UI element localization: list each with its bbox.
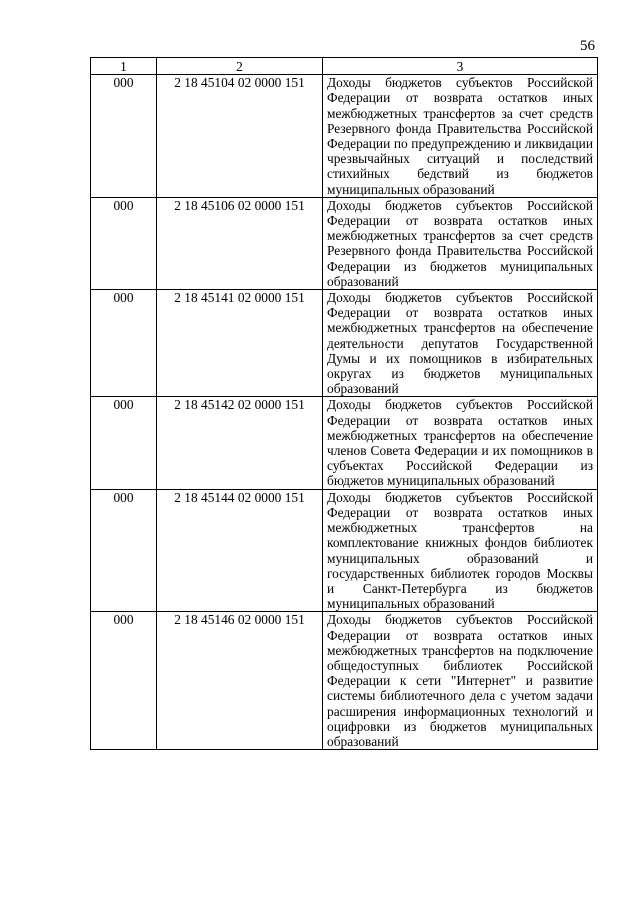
admin-code-cell: 000 <box>91 197 157 289</box>
admin-code-cell: 000 <box>91 290 157 397</box>
budget-code-cell: 2 18 45142 02 0000 151 <box>157 397 323 489</box>
column-header-3: 3 <box>323 58 598 75</box>
income-description-cell: Доходы бюджетов субъектов Российской Федерации от возврата остатков иных межбюджетных трансфертов за счет средств Резервного фонда Правительства Российской Федерации по предупреждению и ликвидации чрезвычайных ситуаций и последствий стихийных бедствий из бюджетов муниципальных образований <box>323 75 598 198</box>
table-row <box>91 612 598 750</box>
table-row <box>91 75 598 198</box>
budget-code-cell: 2 18 45106 02 0000 151 <box>157 197 323 289</box>
income-description-cell: Доходы бюджетов субъектов Российской Федерации от возврата остатков иных межбюджетных трансфертов на обеспечение членов Совета Федерации и их помощников в субъектах Российской Федерации из бюджетов муниципальных образований <box>323 397 598 489</box>
admin-code-cell: 000 <box>91 612 157 750</box>
page-number: 56 <box>580 38 595 54</box>
table-row <box>91 489 598 612</box>
budget-code-cell: 2 18 45144 02 0000 151 <box>157 489 323 612</box>
income-description-cell: Доходы бюджетов субъектов Российской Федерации от возврата остатков иных межбюджетных трансфертов за счет средств Резервного фонда Правительства Российской Федерации из бюджетов муниципальных образований <box>323 197 598 289</box>
column-header-1: 1 <box>91 58 157 75</box>
table-row <box>91 290 598 397</box>
budget-code-cell: 2 18 45104 02 0000 151 <box>157 75 323 198</box>
income-description-cell: Доходы бюджетов субъектов Российской Федерации от возврата остатков иных межбюджетных трансфертов на комплектование книжных фондов библиотек муниципальных образований и государственных библиотек городов Москвы и Санкт-Петербурга из бюджетов муниципальных образований <box>323 489 598 612</box>
budget-code-cell: 2 18 45146 02 0000 151 <box>157 612 323 750</box>
table-header-row <box>91 58 598 75</box>
table-row <box>91 397 598 489</box>
table-row <box>91 197 598 289</box>
income-description-cell: Доходы бюджетов субъектов Российской Федерации от возврата остатков иных межбюджетных трансфертов на обеспечение деятельности депутатов Государственной Думы и их помощников в избирательных округах из бюджетов муниципальных образований <box>323 290 598 397</box>
admin-code-cell: 000 <box>91 489 157 612</box>
income-description-cell: Доходы бюджетов субъектов Российской Федерации от возврата остатков иных межбюджетных трансфертов на подключение общедоступных библиотек Российской Федерации к сети "Интернет" и развитие системы библиотечного дела с учетом задачи расширения информационных технологий и оцифровки из бюджетов муниципальных образований <box>323 612 598 750</box>
admin-code-cell: 000 <box>91 397 157 489</box>
admin-code-cell: 000 <box>91 75 157 198</box>
budget-codes-table <box>90 57 598 750</box>
column-header-2: 2 <box>157 58 323 75</box>
budget-code-cell: 2 18 45141 02 0000 151 <box>157 290 323 397</box>
